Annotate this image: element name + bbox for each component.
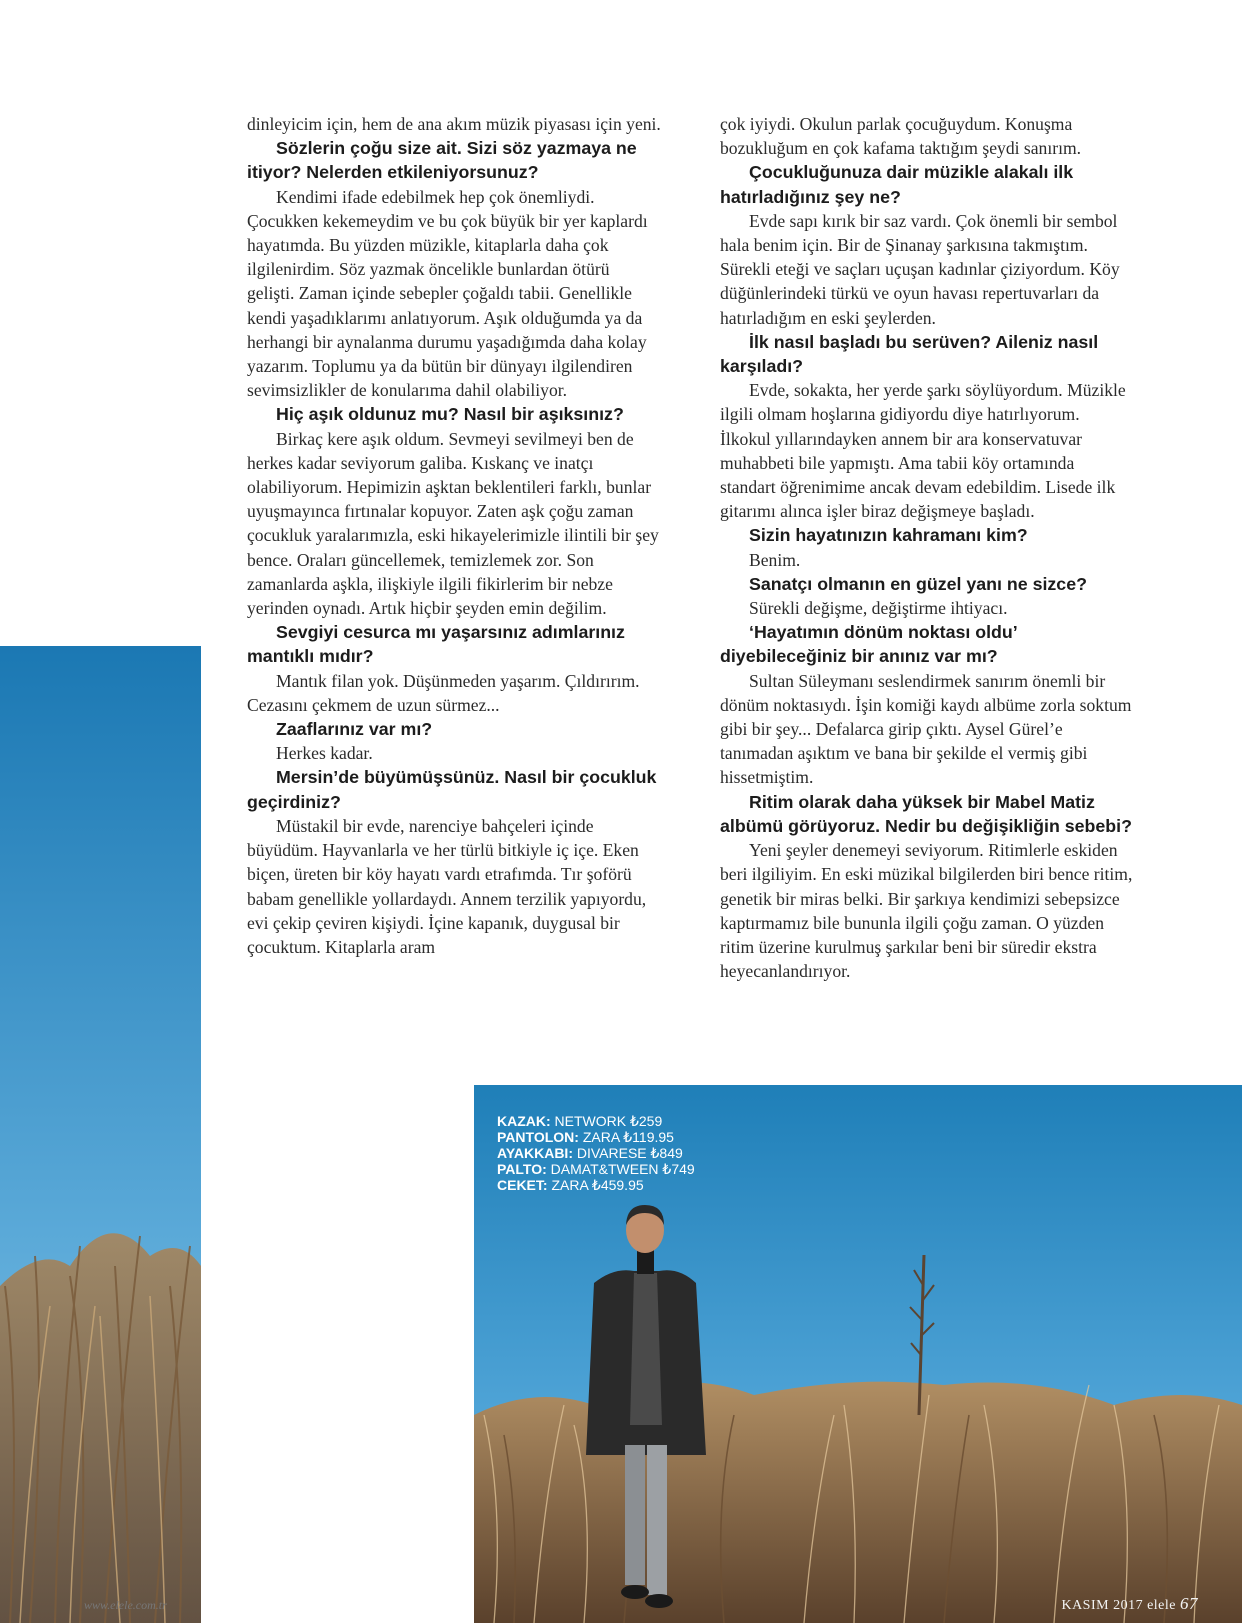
paragraph: çok iyiydi. Okulun parlak çocuğuydum. Konuşma bozukluğum en çok kafama taktığım şeydi sanırım.: [720, 114, 1082, 159]
answer: Benim.: [749, 549, 801, 570]
footer-issue: [1061, 1594, 1198, 1614]
answer: Evde sapı kırık bir saz vardı. Çok önemli bir sembol hala benim için. Bir de Şinanay şarkısına takmıştım. Sürekli eteği ve saçları uçuşan kadınlar çiziyordum. Köy düğünlerindeki türkü ve oyun havası repertuvarları da hatırladığım en eski şeylerden.: [720, 210, 1120, 328]
answer: Yeni şeyler denemeyi seviyorum. Ritimlerle eskiden beri ilgiliyim. En eski müzikal bilgilerden biri bence ritim, genetik bir miras belki. Bir şarkıya kendimizi sebepsizce kaptırmamız bile bununla ilgili çoğu zaman. O yüzden ritim üzerine kurulmuş şarkılar beni bir süredir ekstra heyecanlandırıyor.: [720, 840, 1133, 982]
answer: Birkaç kere aşık oldum. Sevmeyi sevilmeyi ben de herkes kadar seviyorum galiba. Kıskanç ve inatçı olabiliyorum. Hepimizin aşktan beklentileri farklı, bunlar uyuşmayınca fırtınalar kopuyor. Zaten aşk çoğu zaman çocukluk yaralarımızla, eski hikayelerimizle ilintili bir şey bence. Oraları güncellemek, temizlemek zor. Son zamanlarda aşkla, ilişkiyle ilgili fikirlerim bir nebze yerinden oynadı. Artık hiçbir şeyden emin değilim.: [247, 428, 659, 619]
question: Mersin’de büyümüşsünüz. Nasıl bir çocukluk geçirdiniz?: [247, 767, 657, 812]
article-column-right: [720, 112, 1133, 983]
credit-line: CEKET: ZARA ₺459.95: [497, 1177, 644, 1193]
article-column-left: [247, 112, 661, 959]
question: Çocukluğunuza dair müzikle alakalı ilk hatırladığınız şey ne?: [720, 162, 1074, 207]
footer-website: www.elele.com.tr: [84, 1598, 167, 1612]
clothing-credits: [497, 1113, 695, 1193]
answer: Kendimi ifade edebilmek hep çok önemliydi. Çocukken kekemeydim ve bu çok büyük bir yer kaplardı hayatımda. Bu yüzden müzikle, kitaplarla daha çok ilgilenirdim. Söz yazmak öncelikle bunlardan ötürü gelişti. Zaman içinde sebepler çoğaldı tabii. Genellikle kendi yaşadıklarımı anlatıyorum. Aşık olduğumda ya da herhangi bir aynalanma durumu yaşadığımda daha kolay yazarım. Toplumu ya da bütün bir dünyayı ilgilendiren sevimsizlikler de konularıma dahil olabiliyor.: [247, 186, 648, 401]
question: Sözlerin çoğu size ait. Sizi söz yazmaya ne itiyor? Nelerden etkileniyorsunuz?: [247, 138, 637, 183]
question: Sevgiyi cesurca mı yaşarsınız adımlarınız mantıklı mıdır?: [247, 622, 625, 667]
page-number: 67: [1180, 1594, 1198, 1613]
credit-line: PALTO: DAMAT&TWEEN ₺749: [497, 1161, 695, 1177]
question: Zaaflarınız var mı?: [276, 719, 433, 740]
photo-sky-grass-left: [0, 646, 201, 1623]
answer: Herkes kadar.: [276, 743, 373, 764]
question: İlk nasıl başladı bu serüven? Aileniz nasıl karşıladı?: [720, 331, 1099, 377]
credit-line: AYAKKABI: DIVARESE ₺849: [497, 1145, 683, 1161]
question: Ritim olarak daha yüksek bir Mabel Matiz albümü görüyoruz. Nedir bu değişikliğin sebebi?: [720, 791, 1132, 836]
question: Sanatçı olmanın en güzel yanı ne sizce?: [749, 573, 1087, 594]
answer: Sultan Süleymanı seslendirmek sanırım önemli bir dönüm noktasıydı. İşin komiği kaydı albüme zorla soktum gibi bir şey... Defalarca girip çıktı. Aysel Gürel’e tanımadan aşıktım ve bana bir şekilde el vermiş gibi hissetmiştim.: [720, 670, 1132, 788]
answer: Sürekli değişme, değiştirme ihtiyacı.: [749, 598, 1008, 619]
question: ‘Hayatımın dönüm noktası oldu’ diyebileceğiniz bir anınız var mı?: [720, 622, 1017, 667]
issue-label: KASIM 2017 elele: [1061, 1598, 1176, 1613]
question: Sizin hayatınızın kahramanı kim?: [749, 525, 1028, 546]
paragraph: dinleyicim için, hem de ana akım müzik piyasası için yeni.: [247, 114, 661, 134]
answer: Evde, sokakta, her yerde şarkı söylüyordum. Müzikle ilgili olmam hoşlarına gidiyordu diye hatırlıyorum. İlkokul yıllarındayken annem bir ara konservatuvar muhabbeti bile yapmıştı. Ama tabii köy ortamında standart öğrenimime ancak devam edebildim. Lisede ilk gitarımı alınca işler biraz değişmeye başladı.: [720, 380, 1126, 522]
question: Hiç aşık oldunuz mu? Nasıl bir aşıksınız?: [276, 404, 624, 425]
answer: Müstakil bir evde, narenciye bahçeleri içinde büyüdüm. Hayvanlarla ve her türlü bitkiyle iç içe. Eken biçen, üreten bir köy hayatı vardı etrafımda. Tır şoförü babam genellikle yollardaydı. Annem terzilik yapıyordu, evi çekip çeviren kişiydi. İçine kapanık, duygusal bir çocuktum. Kitaplarla aram: [247, 815, 647, 957]
answer: Mantık filan yok. Düşünmeden yaşarım. Çıldırırım. Cezasını çekmem de uzun sürmez...: [247, 670, 640, 715]
credit-line: KAZAK: NETWORK ₺259: [497, 1113, 663, 1129]
credit-line: PANTOLON: ZARA ₺119.95: [497, 1129, 674, 1145]
